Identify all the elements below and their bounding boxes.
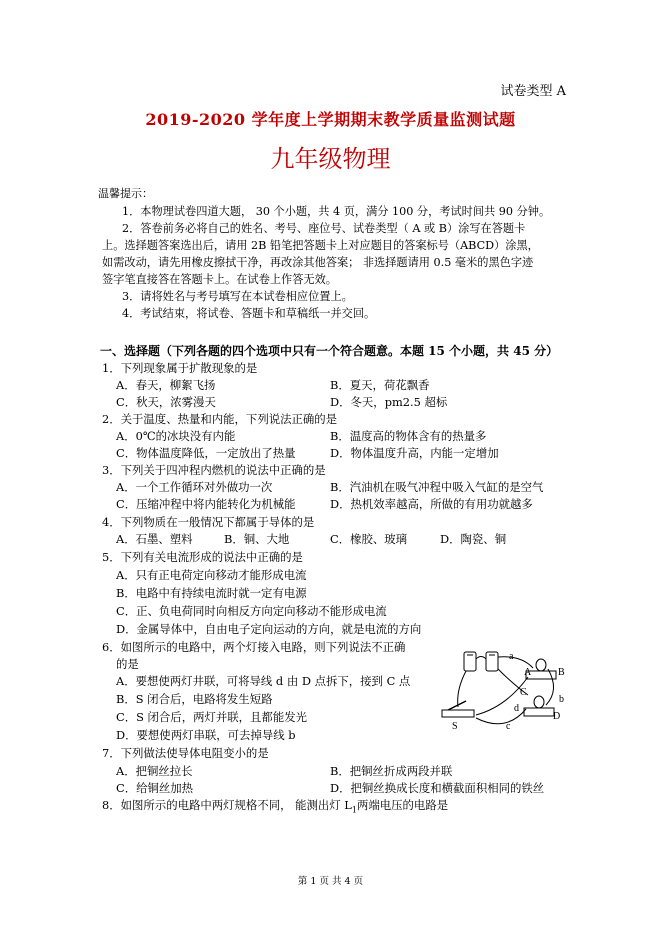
question-7-stem: 7．下列做法使导体电阻变小的是	[102, 746, 269, 760]
switch-lever	[448, 701, 466, 710]
lamp-2-bulb	[534, 696, 544, 708]
label-b: b	[559, 694, 564, 705]
notice-line-1: 1．本物理试卷四道大题， 30 个小题，共 4 页，满分 100 分，考试时间共 90 分钟。	[122, 205, 551, 218]
question-3-option-b: B．汽油机在吸气冲程中吸入气缸的是空气	[330, 480, 544, 494]
battery-link-wire	[476, 657, 486, 660]
question-4-stem: 4．下列物质在一般情况下都属于导体的是	[102, 515, 315, 529]
question-7-option-a: A．把铜丝拉长	[116, 764, 193, 778]
question-4-option-d: D．陶瓷、铜	[440, 532, 507, 546]
question-4-option-b: B．铜、大地	[224, 532, 290, 546]
label-D: D	[553, 711, 561, 722]
question-8-stem-post: 两端电压的电路是	[356, 798, 449, 812]
question-2-option-c: C．物体温度降低，一定放出了热量	[116, 446, 296, 460]
question-6-option-d: D．要想使两灯串联，可去掉导线 b	[116, 728, 296, 742]
question-4-option-c: C．橡胶、玻璃	[330, 532, 408, 546]
question-6-option-c: C．S 闭合后，两灯并联，且都能发光	[116, 710, 307, 724]
switch-base	[442, 710, 474, 717]
label-A: A	[524, 667, 532, 678]
question-3-option-c: C．压缩冲程中将内能转化为机械能	[116, 497, 296, 511]
section-heading: 一、选择题（下列各题的四个选项中只有一个符合题意。本题 15 个小题，共 45 分）	[100, 344, 559, 358]
notice-line-5: 签字笔直接答在答题卡上。在试卷上作答无效。	[102, 273, 337, 286]
notice-line-7: 4．考试结束，将试卷、答题卡和草稿纸一并交回。	[122, 307, 376, 320]
notice-heading: 温馨提示：	[98, 187, 153, 200]
question-5-option-c: C．正、负电荷同时向相反方向定向移动不能形成电流	[116, 604, 387, 618]
question-6-option-a: A．要想使两灯井联，可将导线 d 由 D 点拆下，接到 C 点	[116, 674, 411, 688]
notice-line-2: 2．答卷前务必将自己的姓名、考号、座位号、试卷类型（ A 或 B）涂写在答题卡	[122, 222, 526, 235]
label-d: d	[514, 703, 519, 714]
subject-title: 九年级物理	[270, 145, 391, 173]
question-3-stem: 3．下列关于四冲程内燃机的说法中正确的是	[102, 463, 326, 477]
question-2-option-d: D．物体温度升高，内能一定增加	[330, 446, 499, 460]
question-3-option-d: D．热机效率越高，所做的有用功就越多	[330, 497, 533, 511]
question-2-option-a: A．0℃的冰块没有内能	[116, 429, 236, 443]
paper-type: 试卷类型 A	[500, 84, 566, 99]
label-C: C	[520, 687, 527, 698]
question-5-option-d: D．金属导体中，自由电子定向运动的方向，就是电流的方向	[116, 622, 422, 636]
label-B: B	[558, 667, 565, 678]
question-5-stem: 5．下列有关电流形成的说法中正确的是	[102, 550, 303, 564]
question-6-option-b: B．S 闭合后，电路将发生短路	[116, 692, 273, 706]
notice-line-6: 3．请将姓名与考号填写在本试卷相应位置上。	[122, 290, 353, 303]
question-8-stem-sub: 1	[351, 805, 357, 815]
label-c: c	[506, 721, 511, 732]
question-3-option-a: A．一个工作循环对外做功一次	[116, 480, 273, 494]
notice-line-3: 上。选择题答案选出后，请用 2B 铅笔把答题卡上对应题目的答案标号（ABCD）涂黑，	[102, 239, 539, 252]
question-5-option-a: A．只有正电荷定向移动才能形成电流	[116, 568, 307, 582]
question-1-option-a: A．春天，柳絮飞扬	[116, 378, 216, 392]
question-1-option-d: D．冬天，pm2.5 超标	[330, 395, 448, 409]
question-8-stem	[102, 797, 448, 814]
page-footer: 第 1 页 共 4 页	[297, 876, 364, 887]
question-1-option-c: C．秋天，浓雾漫天	[116, 395, 216, 409]
question-2-option-b: B．温度高的物体含有的热量多	[330, 429, 487, 443]
question-8-stem-pre: 8．如图所示的电路中两灯规格不同， 能测出灯 L	[102, 798, 352, 812]
question-4-option-a: A．石墨、塑料	[116, 532, 193, 546]
question-5-option-b: B．电路中有持续电流时就一定有电源	[116, 586, 307, 600]
lamp-1-bulb	[536, 659, 546, 671]
question-1-stem: 1．下列现象属于扩散现象的是	[102, 361, 258, 375]
question-7-option-d: D．把铜丝换成长度和横截面积相同的铁丝	[330, 781, 545, 795]
question-2-stem: 2．关于温度、热量和内能，下列说法正确的是	[102, 412, 338, 426]
question-7-option-c: C．给铜丝加热	[116, 781, 194, 795]
exam-title: 2019-2020 学年度上学期期末教学质量监测试题	[145, 110, 516, 129]
circuit-figure	[436, 645, 576, 740]
label-a: a	[509, 651, 514, 662]
notice-line-4: 如需改动，请先用橡皮擦拭干净，再改涂其他答案； 非选择题请用 0.5 毫米的黑色字迹	[102, 256, 534, 269]
question-6-stem-cont: 的是	[116, 657, 139, 671]
wire-b	[546, 669, 554, 705]
question-1-option-b: B．夏天，荷花飘香	[330, 378, 430, 392]
question-6-stem: 6．如图所示的电路中，两个灯接入电路，则下列说法不正确	[102, 640, 406, 654]
label-S: S	[452, 721, 458, 732]
lamp-2-base	[524, 708, 554, 716]
question-7-option-b: B．把铜丝折成两段并联	[330, 764, 453, 778]
